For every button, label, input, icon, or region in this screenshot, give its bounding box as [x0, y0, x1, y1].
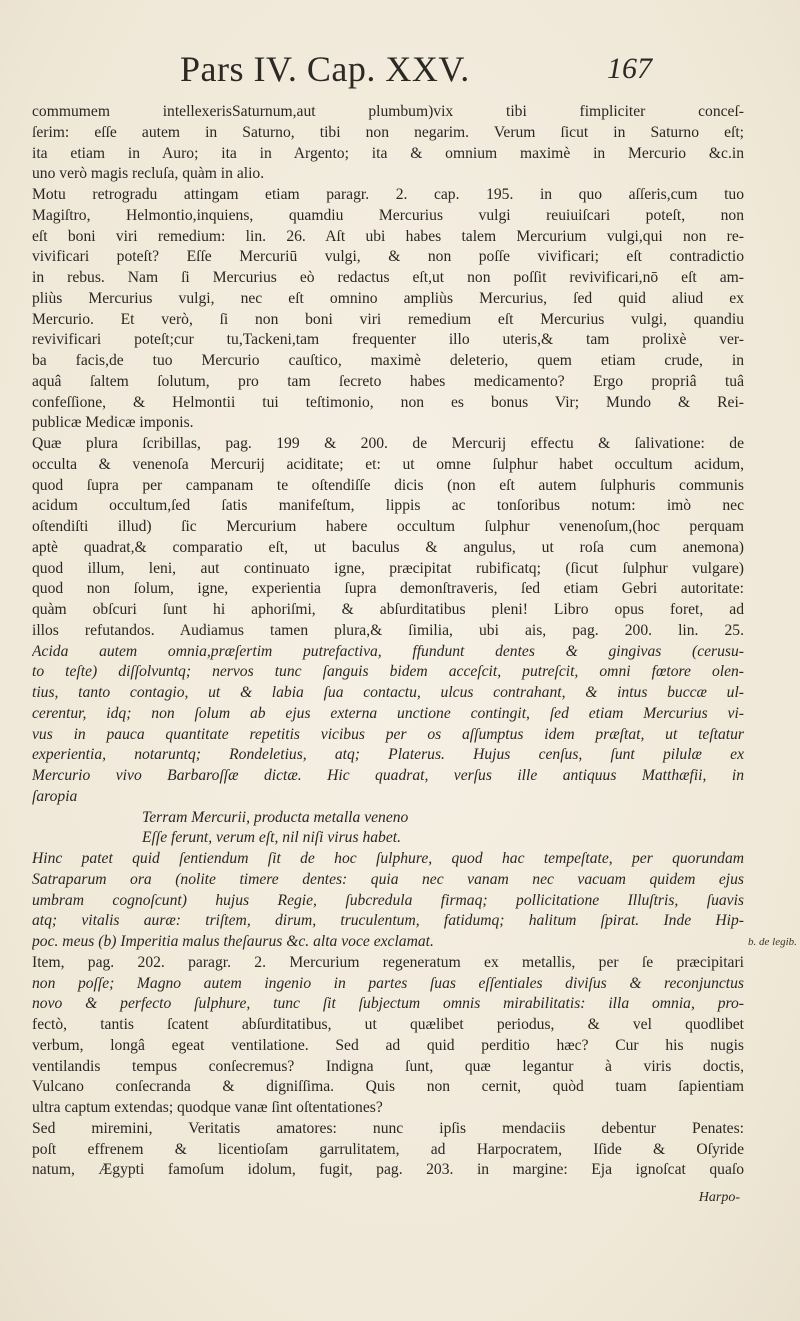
text-line: quod illum, leni, aut continuato igne, præcipitat rubificatq; (ſicut ſulphur vulgare) [32, 559, 744, 577]
text-line: non poſſe; Magno autem ingenio in partes ſuas eſſentiales diviſus & reconjunctus [32, 974, 744, 992]
text-line: quod non ſolum, igne, experientia ſupra demonſtraveris, ſed etiam Gebri autoritate: [32, 580, 744, 598]
text-line: Motu retrogradu attingam etiam paragr. 2. cap. 195. in quo aſſeris,cum tuo [32, 186, 744, 203]
text-line: quàm obſcuri ſunt hi aphoriſmi, & abſurditatibus pleni! Libro opus foret, ad [32, 601, 744, 618]
main-text-block [32, 102, 744, 1181]
text-line: vivificari poteſt? Eſſe Mercuriū vulgi, & non poſſe vivificari; eſt contradictio [32, 248, 744, 266]
text-line: Sed miremini, Veritatis amatores: nunc ipſis mendaciis debentur Penates: [32, 1119, 744, 1137]
text-line: commumem intellexerisSaturnum,aut plumbum)vix tibi fimpliciter conceſ- [32, 103, 744, 120]
running-head: Pars IV. Cap. XXV. [180, 49, 470, 89]
text-line: Mercurio. Et verò, ſi non boni viri remedium eſt Mercurius vulgi, quandiu [32, 310, 744, 328]
text-line: confeſſione, & Helmontii tui teſtimonio, non es bonus Vir; Mundo & Rei- [32, 393, 744, 411]
text-line: quod ſupra per campanam te oſtendiſſe dicis (non eſt autem ſulphuris communis [32, 476, 744, 494]
text-line: occulta & venenoſa Mercurij aciditate; et: ut omne ſulphur habet occultum acidum, [32, 455, 744, 473]
text-line: publicæ Medicæ imponis. [32, 414, 194, 432]
text-line: experientia, notaruntq; Rondeletius, atq; Platerus. Hujus cenſus, ſunt pilulæ ex [32, 746, 744, 764]
text-line: verbum, longâ egeat ventilatione. Sed ad quid perditio hæc? Cur his nugis [32, 1036, 744, 1054]
margin-note: b. de legib. [748, 936, 797, 948]
text-line: Eſſe ferunt, verum eſt, nil niſi virus habet. [142, 829, 401, 847]
text-line: Acida autem omnia,præſertim putrefactiva, ffundunt dentes & gingivas (cerusu- [32, 642, 744, 660]
text-line: Item, pag. 202. paragr. 2. Mercurium regeneratum ex metallis, per ſe præcipitari [32, 953, 744, 971]
text-line: Magiſtro, Helmontio,inquiens, quamdiu Mercurius vulgi reuiuiſcari poteſt, non [32, 206, 744, 224]
text-line: ba facis,de tuo Mercurio cauſtico, maximè deleterio, quem etiam crude, in [32, 352, 744, 369]
text-line: tius, tanto contagio, ut & labia ſua contactu, ulcus contrahant, & intus buccæ ul- [32, 684, 744, 701]
text-line: umbram cognoſcunt) hujus Regie, ſubcredula firmaq; pollicitatione Illuſtris, ſuavis [32, 891, 744, 909]
text-line: cerentur, idq; non ſolum ab ejus externa unctione contingit, ſed etiam Mercurius vi- [32, 704, 744, 722]
text-line: pliùs Mercurius vulgi, nec eſt omnino ampliùs Mercurius, ſed quid aliud ex [32, 289, 744, 307]
text-line: Vulcano conſecranda & digniſſima. Quis non cernit, quòd tuam ſapientiam [32, 1078, 744, 1096]
text-line: aquâ ſaltem ſolutum, pro tam ſecreto habes medicamento? Ergo propriâ tuâ [32, 372, 744, 390]
text-line: Terram Mercurii, producta metalla veneno [142, 808, 409, 826]
text-line: atq; vitalis auræ: triſtem, dirum, truculentum, fatidumq; halitum ſpirat. Inde Hip- [32, 912, 744, 930]
text-line: natum, Ægypti famoſum idolum, fugit, pag. 203. in margine: Eja ignoſcat quaſo [32, 1161, 744, 1179]
text-line: acidum occultum,ſed ſatis manifeſtum, lippis ac tonſoribus notum: imò nec [32, 497, 744, 515]
text-line: Satraparum ora (nolite timere dentes: quia nec vanam nec vacuam quidem ejus [32, 870, 744, 888]
text-line: uno verò magis recluſa, quàm in alio. [32, 165, 265, 183]
text-line: revivificari poteſt;cur tu,Tackeni,tam frequenter illo uteris,& tam prolixè ver- [32, 331, 744, 349]
text-line: Quæ plura ſcribillas, pag. 199 & 200. de Mercurij effectu & ſalivatione: de [32, 435, 744, 452]
text-line: ſerim: eſſe autem in Saturno, tibi non negarim. Verum ſicut in Saturno eſt; [32, 123, 744, 141]
text-line: novo & perfecto ſulphure, tunc ſit ſubjectum omnis mirabilitatis: illa omnia, pro- [32, 995, 744, 1013]
page-number: 167 [607, 52, 652, 85]
text-line: ita etiam in Auro; ita in Argento; ita & omnium maximè in Mercurio &c.in [32, 144, 744, 162]
text-line: aptè quadrat,& comparatio eſt, ut baculus & angulus, ut roſa cum anemona) [32, 538, 744, 556]
text-line: Mercurio vivo Barbaroſſæ dictæ. Hic quadrat, verſus ille antiquus Matthæfii, in [32, 767, 744, 784]
text-line: ſaropia [32, 787, 78, 805]
text-line: oſtendiſti illud) ſic Mercurium habere occultum ſulphur venenoſum,(hoc perquam [32, 518, 744, 535]
text-line: fectò, tantis ſcatent abſurditatibus, ut quælibet periodus, & vel quodlibet [32, 1016, 744, 1033]
text-line: vus in pauca quantitate repetitis vicibus per os aſſumptus idem præſtat, ut teſtatur [32, 725, 744, 743]
catchword: Harpo- [698, 1190, 740, 1205]
text-line: eſt boni viri remedium: lin. 26. Aſt ubi habes talem Mercurium vulgi,qui non re- [32, 227, 744, 245]
text-line: poc. meus (b) Imperitia malus theſaurus &c. alta voce exclamat. [32, 933, 434, 950]
text-line: poſt effrenem & licentioſam garrulitatem, ad Harpocratem, Iſide & Oſyride [32, 1140, 744, 1158]
text-line: in rebus. Nam ſi Mercurius eò redactus eſt,ut non poſſit revivificari,nō eſt am- [32, 269, 744, 286]
page-header [170, 48, 652, 96]
text-line: Hinc patet quid ſentiendum ſit de hoc ſulphure, quod hac tempeſtate, per quorundam [32, 850, 744, 867]
text-line: ultra captum extendas; quodque vanæ ſint oſtentationes? [32, 1099, 383, 1116]
text-line: to teſte) diſſolvuntq; nervos tunc ſanguis bidem acceſcit, putreſcit, omni fœtore olen- [32, 663, 744, 681]
text-line: illos refutandos. Audiamus tamen plura,& ſimilia, ubi ais, pag. 200. lin. 25. [32, 621, 744, 639]
text-line: ventilandis tempus conſecremus? Indigna ſunt, quæ legantur à viris doctis, [32, 1057, 744, 1075]
